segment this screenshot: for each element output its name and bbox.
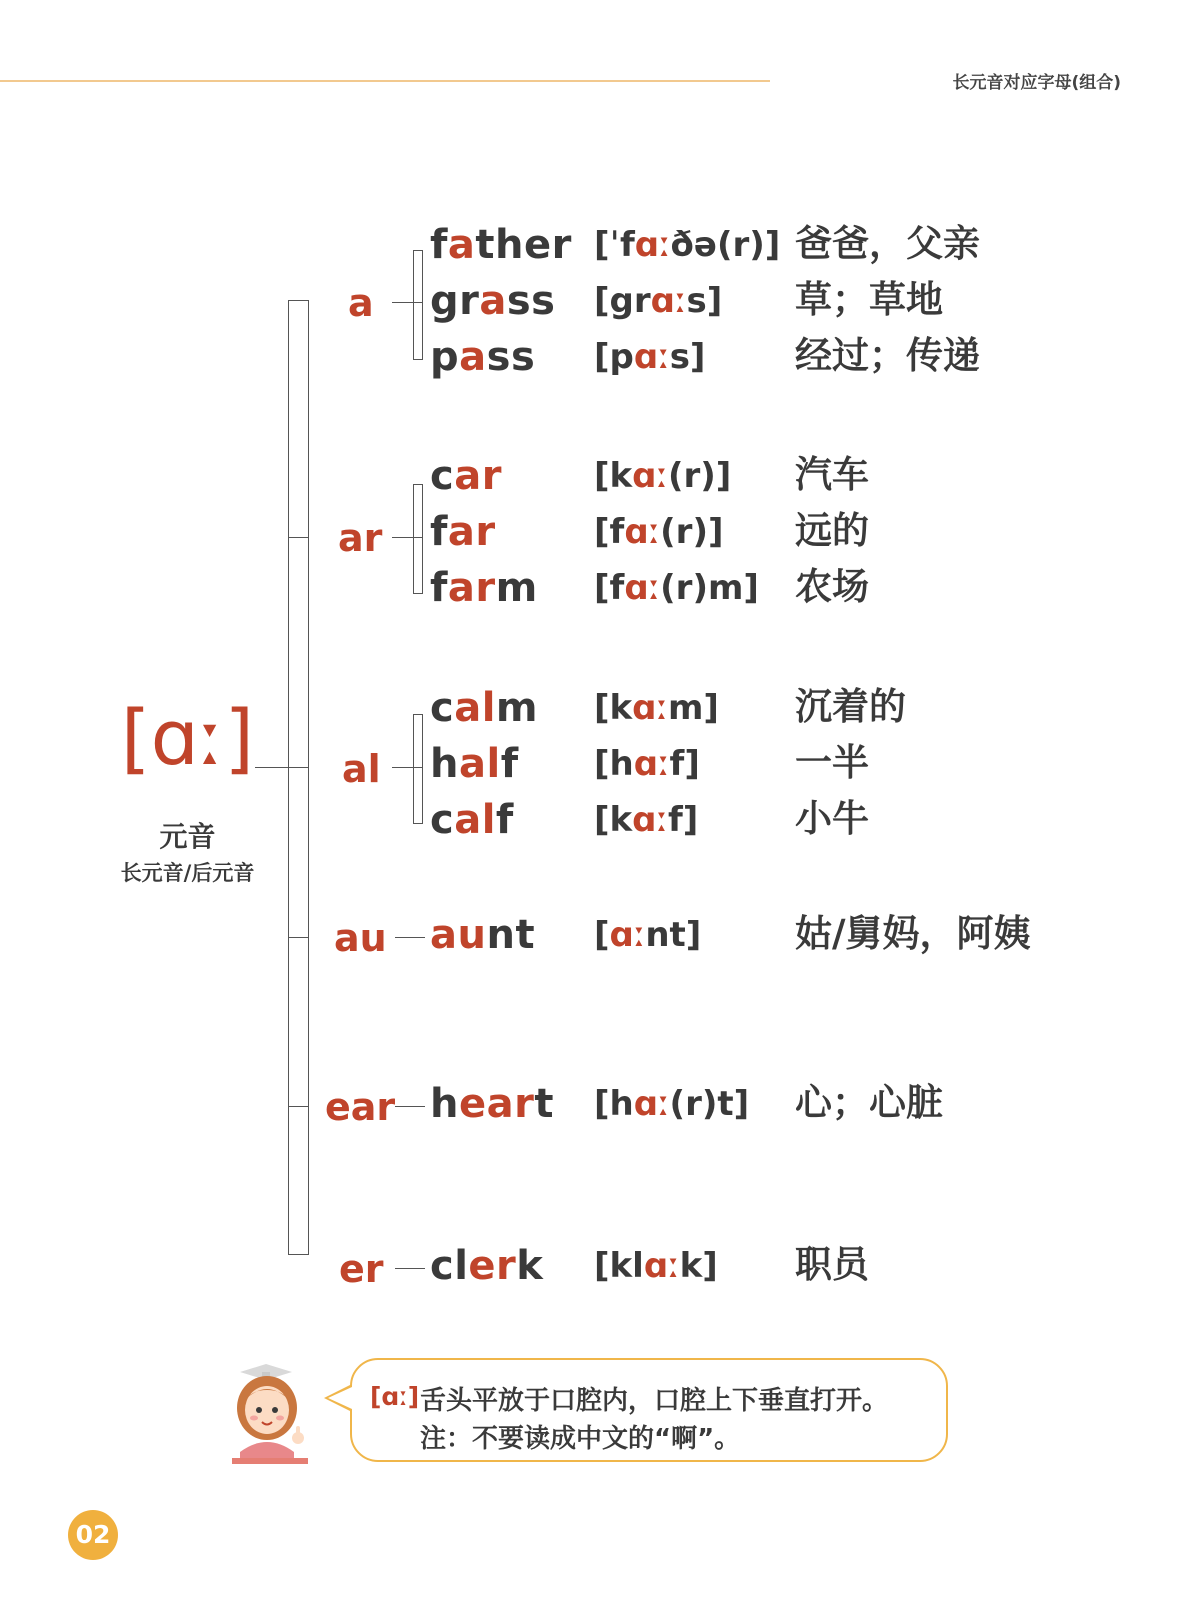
symbol-title: 元音: [159, 820, 216, 853]
meaning: 草；草地: [795, 278, 943, 321]
meaning: 沉着的: [795, 685, 906, 728]
group-label-au: au: [334, 916, 387, 960]
phonetic: [klɑːk]: [594, 1246, 718, 1286]
word: far: [430, 509, 496, 555]
word: car: [430, 453, 502, 499]
word: heart: [430, 1081, 554, 1127]
page-number: 02: [68, 1510, 118, 1560]
word-entry: [0, 1081, 1191, 1134]
header-title: 长元音对应字母(组合): [952, 73, 1121, 93]
word-entry: [0, 741, 1191, 794]
word-entry: [0, 334, 1191, 387]
tip-ipa: [ɑː]: [370, 1382, 420, 1411]
meaning: 远的: [795, 509, 869, 552]
main-ipa-symbol: [ɑː]: [120, 693, 255, 782]
word-entry: [0, 222, 1191, 275]
tip-line-1: 舌头平放于口腔内，口腔上下垂直打开。: [420, 1386, 889, 1416]
meaning: 职员: [795, 1243, 869, 1286]
phonetic: [ˈfɑːðə(r)]: [594, 225, 781, 265]
word-entry: [0, 565, 1191, 618]
group-label-a: a: [348, 281, 374, 325]
meaning: 经过；传递: [795, 334, 980, 377]
phonetic: [fɑː(r)m]: [594, 568, 759, 608]
meaning: 一半: [795, 741, 869, 784]
phonetic: [kɑː(r)]: [594, 456, 732, 496]
symbol-subtitle: 长元音/后元音: [120, 861, 255, 885]
word-entry: [0, 912, 1191, 965]
word: farm: [430, 565, 538, 611]
word: pass: [430, 334, 536, 380]
phonetic: [fɑː(r)]: [594, 512, 724, 552]
phonetic: [hɑːf]: [594, 744, 700, 784]
group-label-er: er: [339, 1247, 384, 1291]
meaning: 农场: [795, 565, 869, 608]
word-entry: [0, 1243, 1191, 1296]
word-entry: [0, 453, 1191, 506]
word: father: [430, 222, 572, 268]
group-label-ar: ar: [338, 516, 383, 560]
word-entry: [0, 278, 1191, 331]
meaning: 爸爸，父亲: [795, 222, 980, 265]
group-label-ear: ear: [325, 1085, 396, 1129]
meaning: 小牛: [795, 797, 869, 840]
word: aunt: [430, 912, 536, 958]
tip-bubble-tail-fill: [328, 1387, 352, 1409]
phonetic: [grɑːs]: [594, 281, 723, 321]
phonetic: [kɑːf]: [594, 800, 699, 840]
word: grass: [430, 278, 556, 324]
word-entry: [0, 797, 1191, 850]
word: half: [430, 741, 519, 787]
meaning: 姑/舅妈，阿姨: [795, 912, 1031, 955]
phonetic: [kɑːm]: [594, 688, 719, 728]
word: clerk: [430, 1243, 544, 1289]
meaning: 心；心脏: [795, 1081, 943, 1124]
phonetic: [hɑː(r)t]: [594, 1084, 750, 1124]
phonetic: [ɑːnt]: [594, 915, 702, 955]
header-divider: [0, 80, 770, 82]
phonetic: [pɑːs]: [594, 337, 706, 377]
word-entry: [0, 685, 1191, 738]
word-entry: [0, 509, 1191, 562]
group-label-al: al: [342, 747, 381, 791]
meaning: 汽车: [795, 453, 869, 496]
word: calm: [430, 685, 539, 731]
word: calf: [430, 797, 514, 843]
tip-line-2: 注：不要读成中文的“啊”。: [420, 1424, 741, 1454]
teacher-illustration: [232, 1360, 322, 1465]
